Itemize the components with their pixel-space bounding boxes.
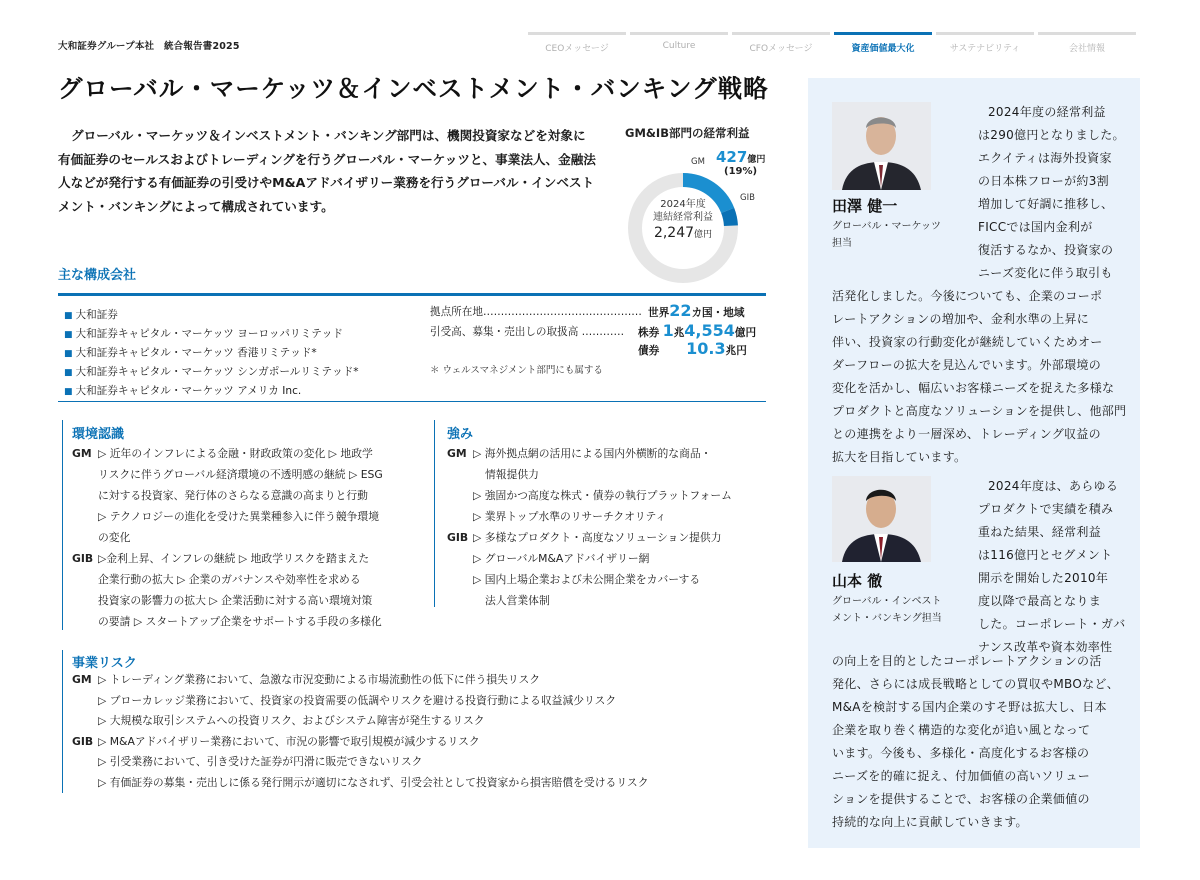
portrait-illustration — [832, 102, 931, 190]
tab-value-maximization[interactable]: 資産価値最大化 — [834, 32, 932, 52]
companies-list — [64, 306, 359, 401]
footnote: ＊ ウェルスマネジメント部門にも属する — [430, 365, 603, 376]
risks-body: GM ▷ トレーディング業務において、急激な市況変動による市場流動性の低下に伴う損失リスク ▷ ブローカレッジ業務において、投資家の投資需要の低調やリスクを避ける投資行動による収益減少リスク ▷ 大規模な取引システムへの投資リスク、およびシステム障害が発生するリスク GIB ▷ M&Aアドバイザリー業務において、市況の影響で取引規模が減少するリスク ▷ 引受業務において、引き受けた証券が円滑に販売できないリスク ▷ 有価証券の募集・売出しに係る発行開示が適切になされず、引受会社として投資家から損害賠償を受けるリスク — [72, 670, 772, 793]
tab-cfo-message[interactable]: CFOメッセージ — [732, 32, 830, 52]
person-name-tazawa: 田澤 健一 — [832, 197, 898, 215]
strengths-heading: 強み — [447, 427, 474, 442]
risks-gm-label: GM — [72, 673, 92, 686]
strengths-bar — [434, 420, 435, 607]
intro-paragraph: グローバル・マーケッツ＆インベストメント・バンキング部門は、機関投資家などを対象に有価証券のセールスおよびトレーディングを行うグローバル・マーケッツと、事業法人、金融法人などが発行する有価証券の引受けやM&Aアドバイザリー業務を行うグローバル・インベストメント・バンキングによって構成されています。 — [58, 128, 596, 214]
donut-gib-label: GIB — [740, 193, 755, 203]
divider-thick — [58, 293, 766, 296]
section-tabs — [528, 32, 1140, 52]
portrait-illustration — [832, 476, 931, 562]
person-role-yamamoto: グローバル・インベスト メント・バンキング担当 — [832, 596, 942, 624]
yamamoto-text-right: 2024年度は、あらゆる プロダクトで実績を積み 重ねた結果、経常利益 は116億円とセグメント 開示を開始した2010年 度以降で最高となりま した。コーポレート・ガバ ナンス改革や資本効率性 — [978, 479, 1126, 654]
risks-gib-label: GIB — [72, 734, 94, 748]
environment-heading: 環境認識 — [72, 427, 125, 442]
stat-bond: 債券 10.3兆円 — [638, 339, 747, 358]
list-item: ■ 大和証券キャピタル・マーケッツ ヨーロッパリミテッド — [64, 325, 359, 344]
strengths-gm-label: GM — [447, 447, 467, 460]
stat-stock: 株券 1兆4,554億円 — [638, 321, 757, 340]
companies-heading: 主な構成会社 — [58, 268, 137, 283]
tab-sustainability[interactable]: サステナビリティ — [936, 32, 1034, 52]
portrait-photo-tazawa — [832, 102, 931, 190]
strengths-gib-label: GIB — [447, 531, 469, 544]
donut-title: GM&IB部門の経常利益 — [625, 126, 750, 140]
risks-bar — [62, 650, 63, 793]
donut-center-year: 2024年度 — [660, 199, 706, 210]
donut-gm-value: 427億円 — [716, 148, 766, 166]
donut-center-label — [628, 198, 738, 244]
list-item: ■ 大和証券キャピタル・マーケッツ アメリカ Inc. — [64, 382, 359, 401]
person-name-yamamoto: 山本 徹 — [832, 572, 883, 590]
list-item: ■ 大和証券キャピタル・マーケッツ シンガポールリミテッド* — [64, 363, 359, 382]
donut-center-value: 2,247億円 — [653, 225, 713, 241]
stat-bases-label: 拠点所在地……………………………………… — [430, 306, 642, 318]
tab-culture[interactable]: Culture — [630, 32, 728, 52]
stat-bases-value: 世界22カ国・地域 — [648, 301, 745, 320]
donut-gm-label: GM — [691, 157, 705, 167]
divider-thin — [58, 401, 766, 402]
yamamoto-text-full: の向上を目的としたコーポレートアクションの活 発化、さらには成長戦略としての買収やMBOなど、 M&Aを検討する国内企業のすそ野は拡大し、日本 企業を取り巻く構造的な変化が追い風となって います。今後も、多様化・高度化するお客様の ニーズを的確に捉え、付加価値の高いソリュー ションを提供することで、お客様の企業価値の 持続的な向上に貢献していきます。 — [832, 654, 1120, 829]
tazawa-text-right: 2024年度の経常利益 は290億円となりました。 エクイティは海外投資家 の日本株フローが約3割 増加して好調に推移し、 FICCでは国内金利が 復活するなか、投資家の ニーズ変化に伴う取引も — [978, 105, 1125, 280]
environment-body: GM ▷ 近年のインフレによる金融・財政政策の変化 ▷ 地政学 リスクに伴うグローバル経済環境の不透明感の継続 ▷ ESG に対する投資家、発行体のさらなる意識の高まりと行動 ▷ テクノロジーの進化を受けた異業種参入に伴う競争環境 の変化 GIB ▷金利上昇、インフレの継続 ▷ 地政学リスクを踏まえた 企業行動の拡大 ▷ 企業のガバナンスや効率性を求める 投資家の影響力の拡大 ▷ 企業活動に対する高い環境対策 の要請 ▷ スタートアップ企業をサポートする手段の多様化 — [72, 443, 422, 632]
strengths-body: GM ▷ 海外拠点網の活用による国内外横断的な商品・ 情報提供力 ▷ 強固かつ高度な株式・債券の執行プラットフォーム ▷ 業界トップ水準のリサーチクオリティ GIB ▷ 多様なプロダクト・高度なソリューション提供力 ▷ グローバルM&Aアドバイザリー網 ▷ 国内上場企業および未公開企業をカバーする 法人営業体制 — [447, 443, 767, 611]
risks-heading: 事業リスク — [72, 656, 137, 671]
list-item: ■ 大和証券キャピタル・マーケッツ 香港リミテッド* — [64, 344, 359, 363]
portrait-photo-yamamoto — [832, 476, 931, 562]
tab-ceo-message[interactable]: CEOメッセージ — [528, 32, 626, 52]
environment-bar — [62, 420, 63, 630]
donut-center-caption: 連結経常利益 — [653, 212, 713, 223]
document-title: 大和証券グループ本社 統合報告書2025 — [58, 41, 240, 52]
tab-company-info[interactable]: 会社情報 — [1038, 32, 1136, 52]
stat-deals-label: 引受高、募集・売出しの取扱高 ………… — [430, 326, 625, 338]
tazawa-text-full: 活発化しました。今後についても、企業のコーポ レートアクションの増加や、金利水準の上昇に 伴い、投資家の行動変化が継続していくためオー ダーフローの拡大を見込んでいます。外部環境の 変化を活かし、幅広いお客様ニーズを捉えた多様な プロダクトと高度なソリューションを提供し、他部門 との連携をより一層深め、トレーディング収益の 拡大を目指しています。 — [832, 289, 1127, 464]
list-item: ■ 大和証券 — [64, 306, 359, 325]
page-title: グローバル・マーケッツ＆インベストメント・バンキング戦略 — [58, 74, 769, 103]
environment-gib-label: GIB — [72, 552, 94, 565]
person-role-tazawa: グローバル・マーケッツ 担当 — [832, 221, 941, 249]
donut-gm-percent: (19%) — [724, 166, 758, 177]
environment-gm-label: GM — [72, 447, 92, 460]
